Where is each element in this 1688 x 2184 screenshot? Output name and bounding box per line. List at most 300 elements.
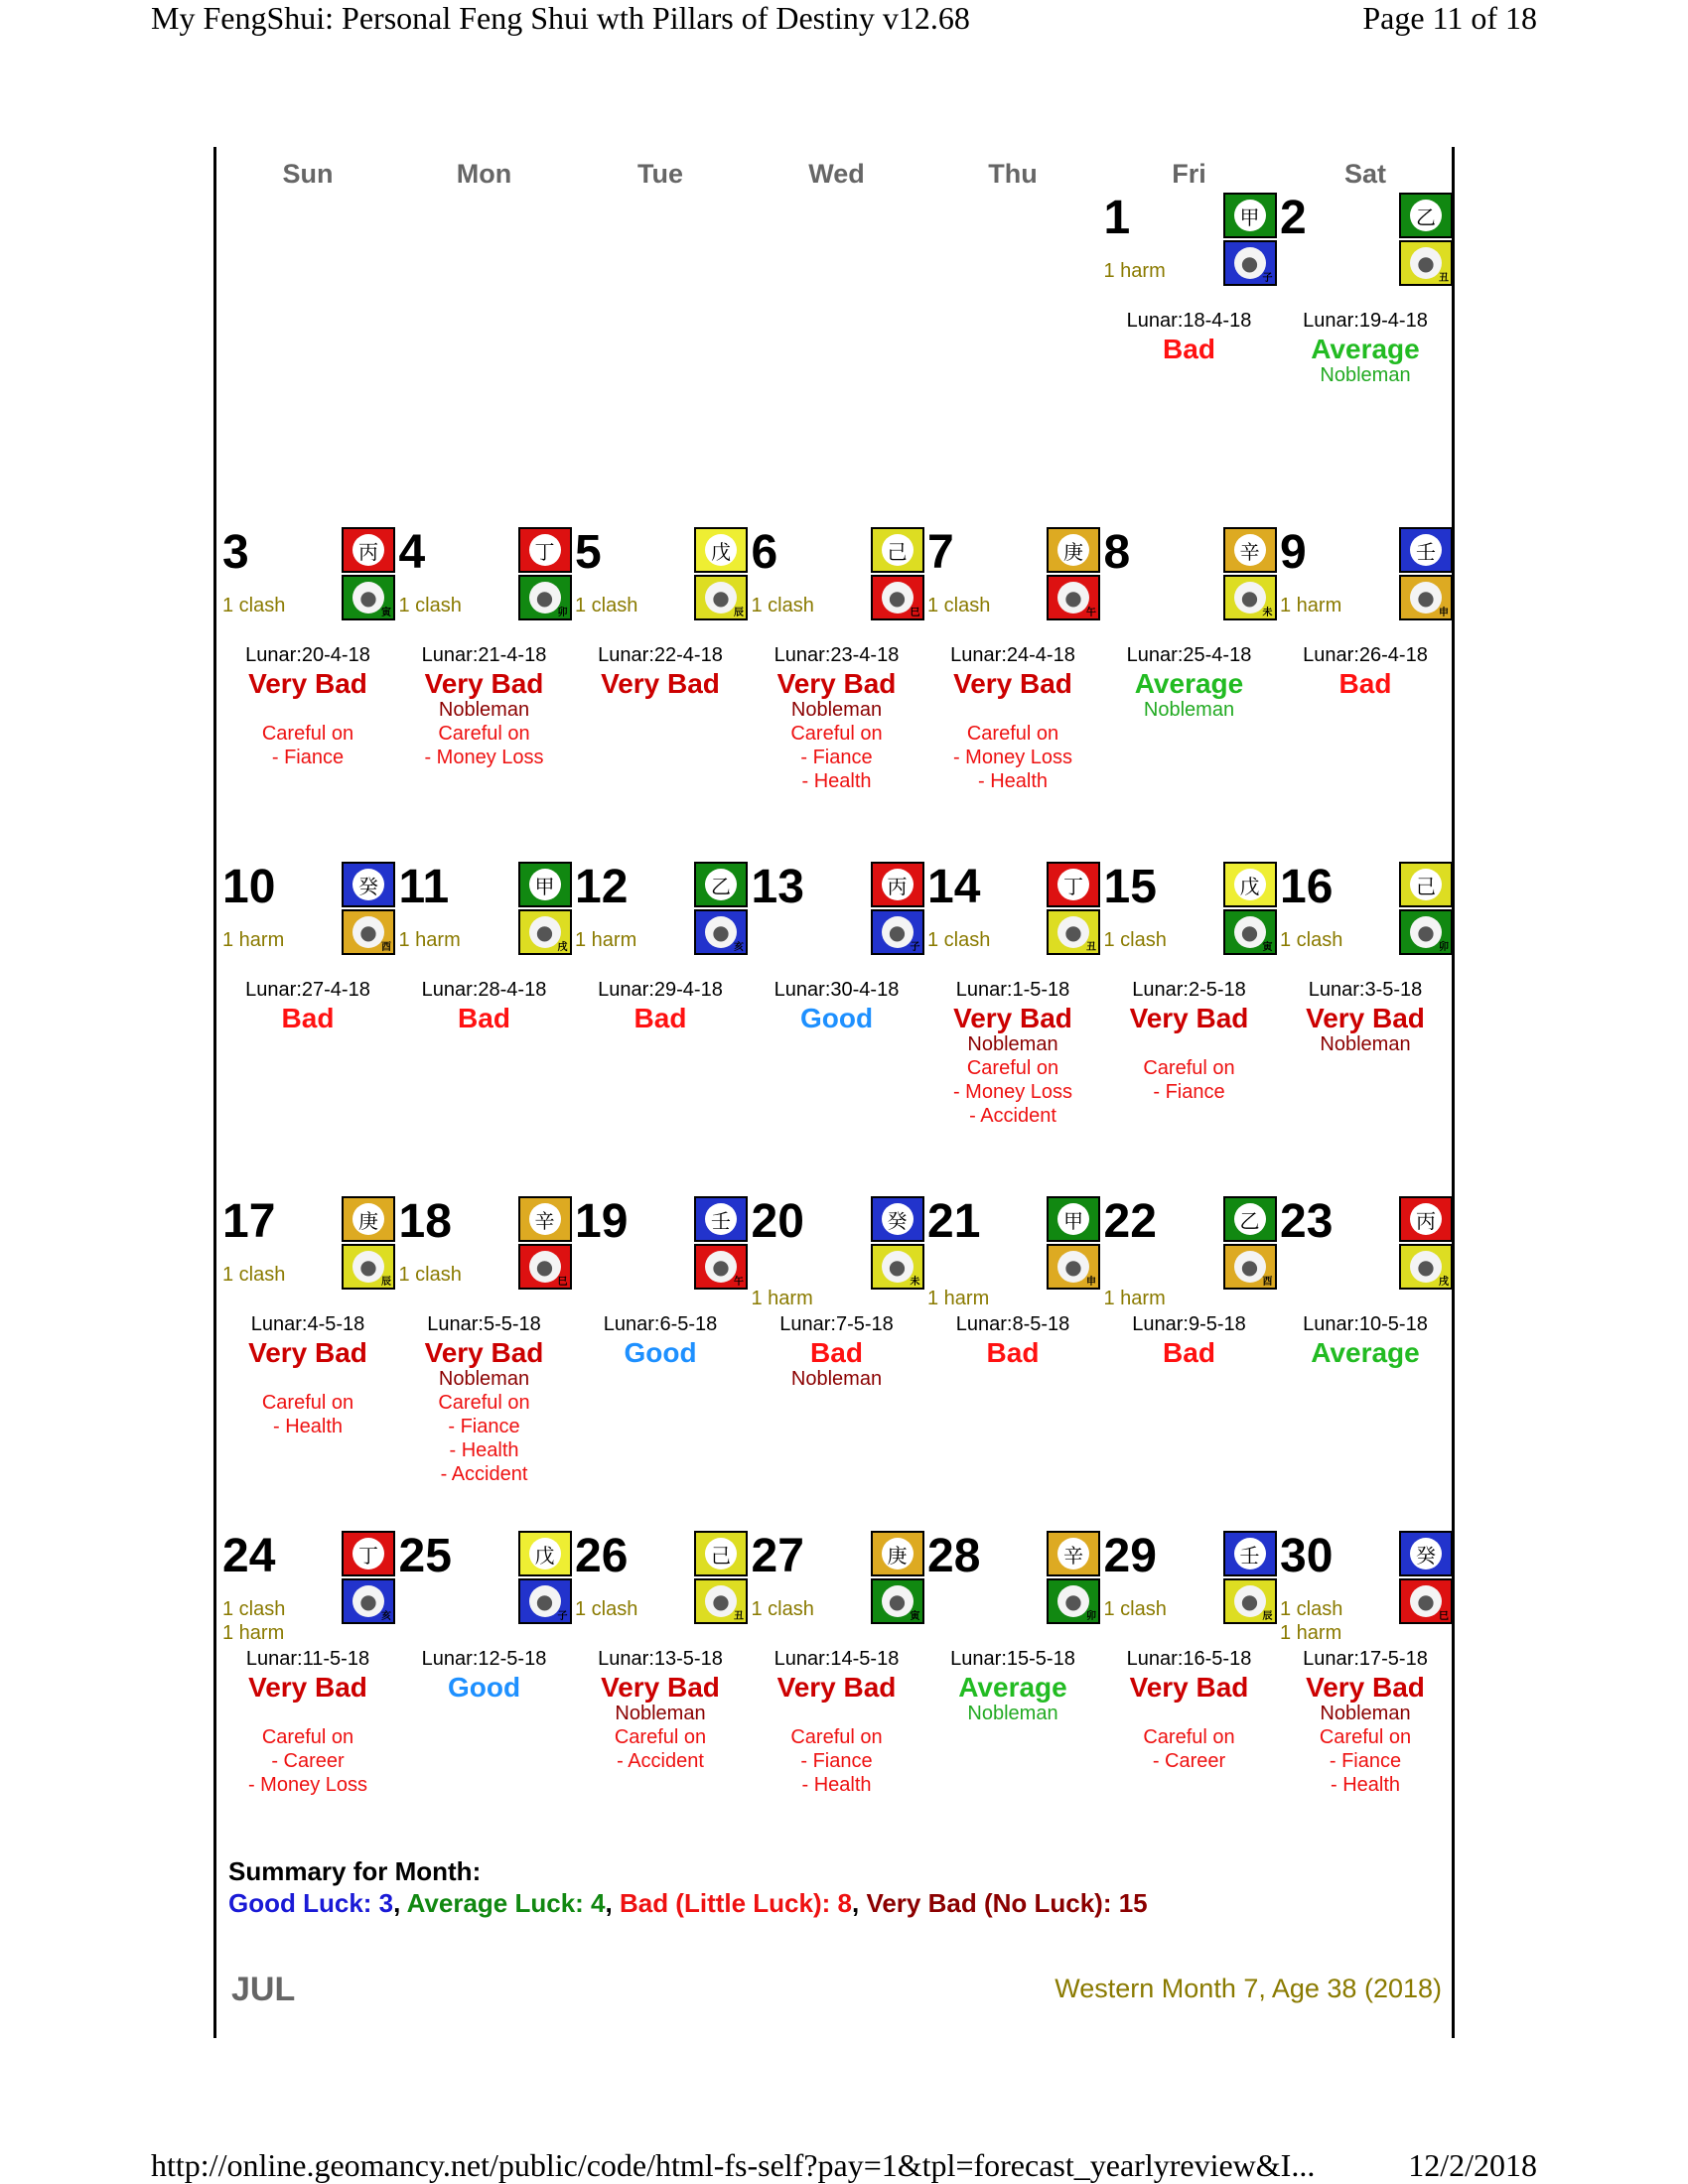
day-annotation: 1 clash <box>398 595 462 616</box>
branch-glyph: 未 <box>910 1277 920 1288</box>
zodiac-animal-icon: ● <box>529 916 561 948</box>
day-number: 20 <box>751 1195 804 1248</box>
day-cell[interactable] <box>573 861 748 1191</box>
stem-glyph: 戊 <box>1234 869 1266 900</box>
lunar-date: Lunar:13-5-18 <box>598 1648 723 1670</box>
day-cell[interactable] <box>573 1195 748 1526</box>
branch-glyph: 子 <box>910 942 920 953</box>
pillar-icons <box>342 1196 395 1292</box>
nobleman-note: Nobleman <box>790 699 883 721</box>
heavenly-stem-icon <box>694 1196 748 1242</box>
day-annotation: 1 clash <box>751 1598 814 1620</box>
day-annotation: 1 clash <box>927 595 991 616</box>
summary-average: Average Luck: 4 <box>406 1888 606 1918</box>
stem-glyph: 丙 <box>352 534 384 566</box>
day-cell[interactable] <box>1102 1195 1277 1526</box>
branch-glyph: 子 <box>557 1611 568 1622</box>
luck-rating: Very Bad <box>248 1672 367 1703</box>
day-annotation: 1 harm <box>751 1288 813 1309</box>
day-number: 19 <box>575 1195 629 1248</box>
branch-glyph: 辰 <box>1262 1611 1273 1622</box>
day-cell[interactable] <box>220 526 395 857</box>
summary-line <box>228 1888 1148 1919</box>
luck-rating: Very Bad <box>424 668 544 699</box>
nobleman-note: Nobleman <box>1320 364 1411 386</box>
summary-very-bad: Very Bad (No Luck): 15 <box>866 1888 1148 1918</box>
day-cell[interactable] <box>1278 1530 1453 1860</box>
careful-note: - Health <box>801 1774 872 1796</box>
careful-note: Careful on <box>966 723 1059 745</box>
zodiac-animal-icon: ● <box>1410 247 1442 279</box>
lunar-date: Lunar:27-4-18 <box>245 979 370 1001</box>
pillar-icons <box>871 1196 924 1292</box>
day-cell[interactable] <box>573 526 748 857</box>
day-notes <box>925 1702 1100 1725</box>
zodiac-animal-icon: ● <box>882 1585 914 1617</box>
day-cell[interactable] <box>750 1195 924 1526</box>
day-number: 18 <box>398 1195 452 1248</box>
careful-note: - Money Loss <box>247 1774 368 1796</box>
pillar-icons <box>518 862 572 957</box>
day-number: 8 <box>1103 526 1131 579</box>
careful-note: Careful on <box>1143 1057 1235 1079</box>
branch-glyph: 寅 <box>910 1611 920 1622</box>
luck-rating: Bad <box>1163 334 1215 364</box>
lunar-date: Lunar:3-5-18 <box>1308 979 1423 1001</box>
zodiac-animal-icon: ● <box>882 582 914 614</box>
nobleman-note: Nobleman <box>967 1703 1058 1724</box>
day-number: 9 <box>1280 526 1307 579</box>
heavenly-stem-icon <box>871 1196 924 1242</box>
day-annotation: 1 clash <box>1280 929 1343 951</box>
day-cell[interactable] <box>925 526 1100 857</box>
stem-glyph: 丁 <box>1057 869 1089 900</box>
zodiac-animal-icon: ● <box>529 582 561 614</box>
heavenly-stem-icon <box>871 1531 924 1576</box>
zodiac-animal-icon: ● <box>882 916 914 948</box>
day-cell[interactable] <box>1278 861 1453 1191</box>
earthly-branch-animal-icon <box>342 1578 395 1624</box>
day-cell[interactable] <box>750 861 924 1191</box>
careful-note: Careful on <box>790 1726 883 1748</box>
summary-separator: , <box>851 1888 867 1918</box>
day-annotation: 1 clash <box>575 1598 638 1620</box>
stem-glyph: 丁 <box>352 1538 384 1570</box>
day-number: 10 <box>222 861 276 913</box>
stem-glyph: 壬 <box>1234 1538 1266 1570</box>
stem-glyph: 丙 <box>882 869 914 900</box>
stem-glyph: 乙 <box>705 869 737 900</box>
day-cell[interactable] <box>573 1530 748 1860</box>
heavenly-stem-icon <box>871 862 924 907</box>
day-number: 29 <box>1103 1530 1157 1582</box>
heavenly-stem-icon <box>1223 1531 1277 1576</box>
day-cell[interactable] <box>1102 526 1277 857</box>
day-notes <box>220 1367 395 1438</box>
luck-rating: Very Bad <box>953 668 1072 699</box>
day-number: 14 <box>927 861 981 913</box>
careful-note: - Fiance <box>271 747 345 768</box>
careful-note: Careful on <box>438 1392 530 1414</box>
luck-rating: Average <box>1311 334 1420 364</box>
stem-glyph: 癸 <box>352 869 384 900</box>
lunar-date: Lunar:2-5-18 <box>1132 979 1246 1001</box>
luck-rating: Very Bad <box>776 668 897 699</box>
heavenly-stem-icon <box>342 862 395 907</box>
stem-glyph: 庚 <box>882 1538 914 1570</box>
branch-glyph: 巳 <box>910 608 920 618</box>
lunar-date: Lunar:26-4-18 <box>1303 644 1428 666</box>
day-cell[interactable] <box>750 526 924 857</box>
day-cell[interactable] <box>1278 526 1453 857</box>
stem-glyph: 乙 <box>1410 200 1442 231</box>
earthly-branch-animal-icon <box>1399 575 1453 620</box>
nobleman-note: Nobleman <box>1143 699 1235 721</box>
luck-rating: Very Bad <box>424 1337 544 1368</box>
careful-note: - Fiance <box>448 1416 520 1437</box>
day-notes <box>1102 698 1277 722</box>
lunar-date: Lunar:12-5-18 <box>421 1648 547 1670</box>
branch-glyph: 酉 <box>1262 1277 1273 1288</box>
luck-rating: Very Bad <box>1129 1003 1249 1033</box>
calendar-left-border <box>213 147 216 2038</box>
earthly-branch-animal-icon <box>694 1578 748 1624</box>
pillar-icons <box>342 1531 395 1626</box>
careful-note: - Money Loss <box>424 747 544 768</box>
heavenly-stem-icon <box>871 527 924 573</box>
stem-glyph: 庚 <box>352 1203 384 1235</box>
day-cell[interactable] <box>220 1195 395 1526</box>
stem-glyph: 己 <box>705 1538 737 1570</box>
summary-separator: , <box>605 1888 620 1918</box>
branch-glyph: 卯 <box>1086 1611 1096 1622</box>
day-number: 13 <box>751 861 804 913</box>
zodiac-animal-icon: ● <box>1234 1251 1266 1283</box>
weekday-label: Fri <box>1172 159 1206 189</box>
luck-rating: Average <box>958 1672 1067 1703</box>
lunar-date: Lunar:20-4-18 <box>245 644 370 666</box>
branch-glyph: 巳 <box>557 1277 568 1288</box>
earthly-branch-animal-icon <box>694 1244 748 1290</box>
careful-note: - Health <box>449 1439 519 1461</box>
day-cell[interactable] <box>397 861 572 1191</box>
zodiac-animal-icon: ● <box>1234 1585 1266 1617</box>
luck-rating: Good <box>799 1003 874 1033</box>
stem-glyph: 甲 <box>529 869 561 900</box>
heavenly-stem-icon <box>1223 193 1277 238</box>
day-notes <box>925 698 1100 793</box>
day-cell[interactable] <box>1102 192 1277 522</box>
earthly-branch-animal-icon <box>518 1578 572 1624</box>
heavenly-stem-icon <box>1223 527 1277 573</box>
day-cell[interactable] <box>220 861 395 1191</box>
stem-glyph: 壬 <box>1410 534 1442 566</box>
day-notes <box>1102 1032 1277 1104</box>
branch-glyph: 亥 <box>381 1611 391 1622</box>
day-cell[interactable] <box>220 1530 395 1860</box>
pillar-icons <box>694 1531 748 1626</box>
earthly-branch-animal-icon <box>1399 240 1453 286</box>
careful-note <box>750 1702 924 1725</box>
lunar-date: Lunar:16-5-18 <box>1126 1648 1252 1670</box>
day-number: 12 <box>575 861 629 913</box>
day-cell[interactable] <box>925 1195 1100 1526</box>
careful-note: - Health <box>977 770 1049 792</box>
earthly-branch-animal-icon <box>1399 909 1453 955</box>
weekday-label: Tue <box>637 159 683 189</box>
heavenly-stem-icon <box>518 1196 572 1242</box>
nobleman-note: Nobleman <box>438 699 530 721</box>
day-notes <box>397 1367 572 1486</box>
earthly-branch-animal-icon <box>518 1244 572 1290</box>
luck-rating: Bad <box>1163 1337 1215 1368</box>
day-cell[interactable] <box>1278 1195 1453 1526</box>
heavenly-stem-icon <box>518 862 572 907</box>
branch-glyph: 酉 <box>381 942 391 953</box>
careful-note: - Health <box>272 1416 344 1437</box>
day-number: 11 <box>398 861 450 913</box>
zodiac-animal-icon: ● <box>352 582 384 614</box>
lunar-date: Lunar:10-5-18 <box>1303 1313 1428 1335</box>
day-notes <box>1278 1702 1453 1797</box>
day-number: 30 <box>1280 1530 1334 1582</box>
lunar-date: Lunar:28-4-18 <box>421 979 547 1001</box>
day-notes <box>220 1702 395 1797</box>
careful-note: - Career <box>1152 1750 1226 1772</box>
careful-note <box>220 698 395 722</box>
day-cell[interactable] <box>397 526 572 857</box>
careful-note <box>1102 1702 1277 1725</box>
branch-glyph: 丑 <box>1086 942 1096 953</box>
branch-glyph: 戌 <box>557 942 568 953</box>
luck-rating: Very Bad <box>601 668 720 699</box>
earthly-branch-animal-icon <box>1047 1244 1100 1290</box>
nobleman-note: Nobleman <box>967 1033 1058 1055</box>
day-notes <box>750 1702 924 1797</box>
day-notes <box>925 1032 1100 1128</box>
day-number: 15 <box>1103 861 1157 913</box>
day-number: 2 <box>1280 192 1307 244</box>
lunar-date: Lunar:5-5-18 <box>427 1313 541 1335</box>
day-cell[interactable] <box>750 1530 924 1860</box>
heavenly-stem-icon <box>1047 862 1100 907</box>
careful-note <box>1102 1032 1277 1056</box>
careful-note: - Fiance <box>800 747 873 768</box>
earthly-branch-animal-icon <box>871 575 924 620</box>
weekday-label: Thu <box>988 159 1038 189</box>
day-number: 4 <box>398 526 426 579</box>
branch-glyph: 辰 <box>381 1277 391 1288</box>
day-number: 26 <box>575 1530 629 1582</box>
careful-note: - Health <box>1330 1774 1401 1796</box>
lunar-date: Lunar:9-5-18 <box>1132 1313 1246 1335</box>
zodiac-animal-icon: ● <box>1410 1585 1442 1617</box>
pillar-icons <box>1047 1196 1100 1292</box>
lunar-date: Lunar:4-5-18 <box>250 1313 365 1335</box>
day-cell[interactable] <box>925 1530 1100 1860</box>
pillar-icons <box>1223 193 1277 288</box>
zodiac-animal-icon: ● <box>705 1585 737 1617</box>
day-number: 7 <box>927 526 954 579</box>
day-annotation: 1 harm <box>575 929 637 951</box>
zodiac-animal-icon: ● <box>1410 916 1442 948</box>
day-cell[interactable] <box>1278 192 1453 522</box>
zodiac-animal-icon: ● <box>529 1251 561 1283</box>
nobleman-note: Nobleman <box>1320 1703 1411 1724</box>
branch-glyph: 未 <box>1262 608 1273 618</box>
pillar-icons <box>1399 527 1453 622</box>
earthly-branch-animal-icon <box>342 1244 395 1290</box>
day-annotation: 1 clash <box>1103 1598 1167 1620</box>
stem-glyph: 甲 <box>1234 200 1266 231</box>
luck-rating: Bad <box>458 1003 510 1033</box>
branch-glyph: 子 <box>1262 273 1273 284</box>
summary-bad: Bad (Little Luck): 8 <box>619 1888 852 1918</box>
luck-rating: Very Bad <box>248 1337 367 1368</box>
careful-note: Careful on <box>261 1726 354 1748</box>
branch-glyph: 午 <box>734 1277 744 1288</box>
luck-rating: Very Bad <box>601 1672 720 1703</box>
weekday-label: Wed <box>808 159 865 189</box>
earthly-branch-animal-icon <box>1399 1578 1453 1624</box>
pillar-icons <box>342 862 395 957</box>
day-annotation: 1 harm <box>1103 260 1166 282</box>
lunar-date: Lunar:11-5-18 <box>245 1648 370 1670</box>
heavenly-stem-icon <box>1399 527 1453 573</box>
pillar-icons <box>342 527 395 622</box>
stem-glyph: 壬 <box>705 1203 737 1235</box>
stem-glyph: 癸 <box>882 1203 914 1235</box>
earthly-branch-animal-icon <box>1223 1578 1277 1624</box>
careful-note <box>220 1702 395 1725</box>
branch-glyph: 戌 <box>1439 1277 1449 1288</box>
heavenly-stem-icon <box>1399 193 1453 238</box>
zodiac-animal-icon: ● <box>882 1251 914 1283</box>
day-notes <box>397 698 572 769</box>
luck-rating: Very Bad <box>776 1672 897 1703</box>
nobleman-note: Nobleman <box>1320 1033 1411 1055</box>
month-label: JUL <box>231 1971 296 2008</box>
day-annotation: 1 harm <box>1103 1288 1166 1309</box>
lunar-date: Lunar:18-4-18 <box>1126 310 1252 332</box>
day-cell[interactable] <box>1102 861 1277 1191</box>
stem-glyph: 乙 <box>1234 1203 1266 1235</box>
lunar-date: Lunar:25-4-18 <box>1126 644 1252 666</box>
careful-note: - Accident <box>617 1750 704 1772</box>
earthly-branch-animal-icon <box>342 909 395 955</box>
pillar-icons <box>1223 527 1277 622</box>
lunar-date: Lunar:30-4-18 <box>774 979 900 1001</box>
zodiac-animal-icon: ● <box>705 582 737 614</box>
pillar-icons <box>871 1531 924 1626</box>
day-annotation: 1 clash <box>398 1264 462 1286</box>
earthly-branch-animal-icon <box>1223 575 1277 620</box>
day-annotation: 1 harm <box>1280 595 1342 616</box>
page-number: Page 11 of 18 <box>1362 0 1537 36</box>
careful-note: - Health <box>801 770 872 792</box>
day-annotation: 1 harm <box>1280 1622 1342 1644</box>
heavenly-stem-icon <box>694 862 748 907</box>
careful-note <box>925 698 1100 722</box>
careful-note: - Career <box>271 1750 345 1772</box>
branch-glyph: 亥 <box>734 942 744 953</box>
zodiac-animal-icon: ● <box>1057 1251 1089 1283</box>
day-annotation: 1 clash <box>1103 929 1167 951</box>
zodiac-animal-icon: ● <box>1057 582 1089 614</box>
zodiac-animal-icon: ● <box>1234 247 1266 279</box>
heavenly-stem-icon <box>342 527 395 573</box>
stem-glyph: 戊 <box>705 534 737 566</box>
document-title: My FengShui: Personal Feng Shui wth Pillars of Destiny v12.68 <box>151 0 970 36</box>
stem-glyph: 甲 <box>1057 1203 1089 1235</box>
day-cell[interactable] <box>925 861 1100 1191</box>
day-number: 1 <box>1103 192 1131 244</box>
careful-note: Careful on <box>261 723 354 745</box>
careful-note: - Accident <box>969 1105 1056 1127</box>
day-number: 23 <box>1280 1195 1334 1248</box>
luck-rating: Very Bad <box>248 668 367 699</box>
zodiac-animal-icon: ● <box>352 916 384 948</box>
luck-rating: Good <box>624 1337 697 1368</box>
careful-note: - Fiance <box>800 1750 873 1772</box>
pillar-icons <box>1223 862 1277 957</box>
zodiac-animal-icon: ● <box>1410 1251 1442 1283</box>
day-notes <box>220 698 395 769</box>
day-notes <box>750 1367 924 1391</box>
day-annotation: 1 harm <box>927 1288 990 1309</box>
zodiac-animal-icon: ● <box>705 916 737 948</box>
heavenly-stem-icon <box>518 1531 572 1576</box>
earthly-branch-animal-icon <box>1223 909 1277 955</box>
lunar-date: Lunar:23-4-18 <box>774 644 900 666</box>
lunar-date: Lunar:8-5-18 <box>955 1313 1070 1335</box>
day-number: 22 <box>1103 1195 1157 1248</box>
luck-rating: Bad <box>986 1337 1040 1368</box>
luck-rating: Very Bad <box>1306 1003 1425 1033</box>
careful-note: - Fiance <box>1329 1750 1402 1772</box>
day-notes <box>1278 1032 1453 1056</box>
pillar-icons <box>1399 1531 1453 1626</box>
lunar-date: Lunar:1-5-18 <box>955 979 1070 1001</box>
earthly-branch-animal-icon <box>1223 1244 1277 1290</box>
summary-separator: , <box>393 1888 407 1918</box>
day-cell[interactable] <box>1102 1530 1277 1860</box>
heavenly-stem-icon <box>1223 1196 1277 1242</box>
lunar-date: Lunar:19-4-18 <box>1303 310 1428 332</box>
day-notes <box>573 1702 748 1773</box>
careful-note: - Money Loss <box>952 747 1073 768</box>
earthly-branch-animal-icon <box>871 1578 924 1624</box>
stem-glyph: 丙 <box>1410 1203 1442 1235</box>
pillar-icons <box>694 862 748 957</box>
day-notes <box>1102 1702 1277 1773</box>
day-cell[interactable] <box>397 1195 572 1526</box>
luck-rating: Good <box>447 1672 521 1703</box>
heavenly-stem-icon <box>694 527 748 573</box>
luck-rating: Average <box>1311 1337 1420 1368</box>
weekday-label: Sat <box>1343 159 1387 189</box>
stem-glyph: 己 <box>1410 869 1442 900</box>
day-number: 6 <box>751 526 778 579</box>
heavenly-stem-icon <box>1047 527 1100 573</box>
stem-glyph: 丁 <box>529 534 561 566</box>
day-annotation: 1 clash <box>1280 1598 1343 1620</box>
branch-glyph: 申 <box>1086 1277 1096 1288</box>
heavenly-stem-icon <box>342 1531 395 1576</box>
pillar-icons <box>1399 193 1453 288</box>
earthly-branch-animal-icon <box>871 909 924 955</box>
day-cell[interactable] <box>397 1530 572 1860</box>
